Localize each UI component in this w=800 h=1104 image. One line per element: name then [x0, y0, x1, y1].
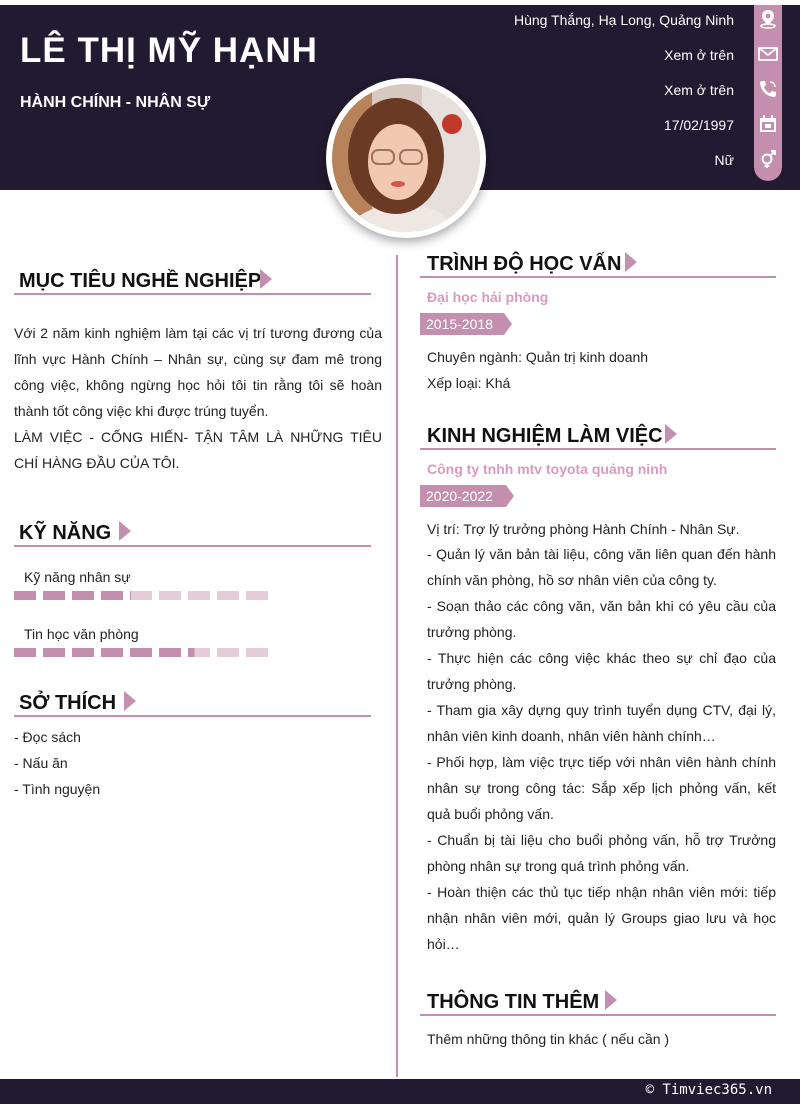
contact-icon-strip [754, 5, 782, 181]
skill-segment [246, 591, 268, 600]
section-underline [14, 545, 371, 547]
company-name: Công ty tnhh mtv toyota quảng ninh [427, 461, 668, 477]
school-name: Đại học hải phòng [427, 289, 549, 305]
objective-title: MỤC TIÊU NGHỀ NGHIỆP [19, 270, 262, 292]
section-arrow-icon [260, 269, 272, 289]
phone-icon [758, 79, 778, 99]
section-arrow-icon [605, 990, 617, 1010]
skill-segment [43, 591, 65, 600]
skill-segment [130, 591, 152, 600]
objective-motto: LÀM VIỆC - CỐNG HIẾN- TẬN TÂM LÀ NHỮNG TIÊU CHÍ HÀNG ĐẦU CỦA TÔI. [14, 429, 382, 471]
extra-info-text: Thêm những thông tin khác ( nếu cần ) [427, 1031, 670, 1047]
experience-duty: - Quản lý văn bản tài liệu, công văn liên quan đến hành chính văn phòng, hồ sơ nhân viên của công ty. [427, 546, 776, 588]
skill-segment [217, 591, 239, 600]
skill-segment [14, 591, 36, 600]
skill-label: Kỹ năng nhân sự [24, 569, 131, 585]
footer-bar [0, 1079, 800, 1104]
skill-level-bar [14, 648, 270, 657]
column-divider [396, 255, 398, 1077]
skill-segment [159, 648, 181, 657]
experience-duty: - Soạn thảo các công văn, văn bản khi có yêu cầu của trưởng phòng. [427, 598, 776, 640]
education-title: TRÌNH ĐỘ HỌC VẤN [427, 253, 622, 275]
candidate-name: LÊ THỊ MỸ HẠNH [20, 31, 318, 70]
copyright-text: © Timviec365.vn [645, 1082, 772, 1098]
gender-icon [758, 149, 778, 169]
contact-phone: Xem ở trên [664, 82, 734, 98]
mail-icon [758, 44, 778, 64]
experience-duty: - Thực hiện các công việc khác theo sự chỉ đạo của trưởng phòng. [427, 650, 776, 692]
extra-info-title: THÔNG TIN THÊM [427, 991, 600, 1013]
skill-segment [130, 648, 152, 657]
skill-segment [159, 591, 181, 600]
section-underline [420, 1014, 776, 1016]
skill-segment [246, 648, 268, 657]
section-arrow-icon [119, 521, 131, 541]
location-icon [758, 9, 778, 29]
experience-title: KINH NGHIỆM LÀM VIỆC [427, 425, 663, 447]
contact-email: Xem ở trên [664, 47, 734, 63]
skill-segment [101, 648, 123, 657]
section-underline [14, 715, 371, 717]
hobby-item: - Đọc sách [14, 729, 81, 745]
education-period-tag: 2015-2018 [420, 313, 504, 335]
skill-segment [72, 591, 94, 600]
objective-paragraph: Với 2 năm kinh nghiệm làm tại các vị trí tương đương của lĩnh vực Hành Chính – Nhân sự, cùng sự đam mê trong công việc, không ngừng học hỏi tôi tin rằng tôi sẽ hoàn thành tốt công việc khi được trúng tuyển. [14, 325, 382, 419]
contact-address: Hùng Thắng, Hạ Long, Quảng Ninh [513, 12, 734, 28]
contact-gender: Nữ [714, 152, 734, 168]
education-major: Chuyên ngành: Quản trị kinh doanh [427, 349, 649, 365]
experience-duty: - Phối hợp, làm việc trực tiếp với nhân viên hành chính nhân sự trong công tác: Sắp xếp lịch phỏng vấn, kết quả buổi phỏng vấn. [427, 754, 776, 822]
experience-duty: - Hoàn thiện các thủ tục tiếp nhận nhân viên mới: tiếp nhận nhân viên mới, quản lý Groups giao lưu và học hỏi… [427, 884, 776, 952]
section-arrow-icon [625, 252, 637, 272]
calendar-icon [758, 114, 778, 134]
skills-title: KỸ NĂNG [19, 522, 112, 544]
section-underline [420, 276, 776, 278]
section-underline [420, 448, 776, 450]
experience-period-tag: 2020-2022 [420, 485, 506, 507]
skill-segment [101, 591, 123, 600]
skill-segment [188, 648, 210, 657]
experience-duty: - Tham gia xây dựng quy trình tuyển dụng CTV, đại lý, nhân viên kinh doanh, nhân viên hành chính… [427, 702, 776, 744]
section-underline [14, 293, 371, 295]
contact-birthday: 17/02/1997 [663, 117, 734, 133]
avatar [332, 84, 480, 232]
skill-segment [14, 648, 36, 657]
section-arrow-icon [124, 691, 136, 711]
experience-duty: - Chuẩn bị tài liệu cho buổi phỏng vấn, hỗ trợ Trưởng phòng nhân sự trong quá trình phỏng vấn. [427, 832, 776, 874]
hobbies-title: SỞ THÍCH [19, 692, 117, 714]
education-rank: Xếp loại: Khá [427, 375, 511, 391]
experience-position: Vị trí: Trợ lý trưởng phòng Hành Chính - Nhân Sự. [427, 521, 740, 537]
job-title: HÀNH CHÍNH - NHÂN SỰ [20, 94, 211, 111]
section-arrow-icon [665, 424, 677, 444]
avatar-frame [326, 78, 486, 238]
skill-segment [72, 648, 94, 657]
skill-segment [43, 648, 65, 657]
skill-segment [188, 591, 210, 600]
skill-level-bar [14, 591, 270, 600]
skill-segment [217, 648, 239, 657]
skill-label: Tin học văn phòng [24, 626, 139, 642]
hobby-item: - Nấu ăn [14, 755, 68, 771]
hobby-item: - Tình nguyện [14, 781, 101, 797]
